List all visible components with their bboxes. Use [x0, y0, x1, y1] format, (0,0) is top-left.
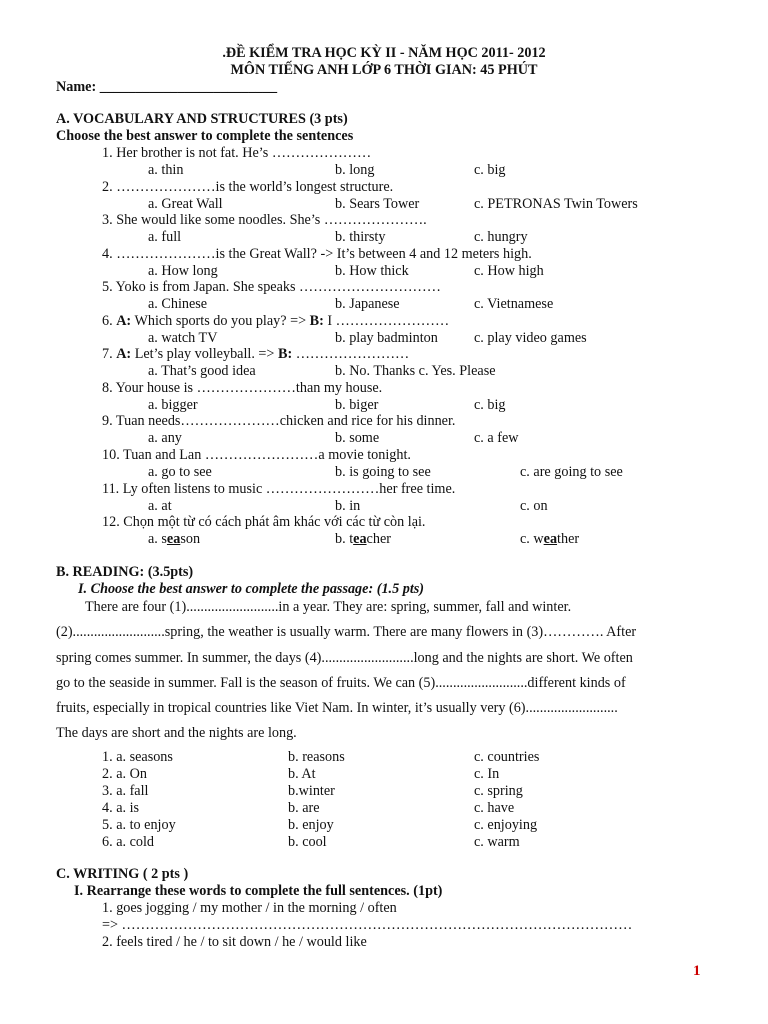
passage-line: There are four (1)..........................in a year. They are: spring, summer, fall and winter.: [85, 599, 572, 615]
reading-option: b. enjoy: [288, 817, 334, 833]
writing-item: => ………………………………………………………………………………………………: [102, 917, 633, 933]
writing-item: 1. goes jogging / my mother / in the morning / often: [102, 900, 397, 916]
option-c: c. play video games: [474, 330, 587, 346]
exam-title: .ĐỀ KIỂM TRA HỌC KỲ II - NĂM HỌC 2011- 2012: [222, 45, 546, 61]
option-b: b. is going to see: [335, 464, 431, 480]
question-9: 9. Tuan needs…………………chicken and rice for his dinner.: [102, 413, 456, 429]
option-c: c. big: [474, 397, 506, 413]
option-c: c. PETRONAS Twin Towers: [474, 196, 638, 212]
passage-line: (2)..........................spring, the weather is usually warm. There are many flowers in (3)…………. After: [56, 624, 637, 640]
section-a-instruction: Choose the best answer to complete the sentences: [56, 128, 354, 144]
question-11: 11. Ly often listens to music ……………………her free time.: [102, 481, 456, 497]
option-a: a. Chinese: [148, 296, 208, 312]
reading-option: b. cool: [288, 834, 327, 850]
option-a: a. Great Wall: [148, 196, 223, 212]
option-a: a. thin: [148, 162, 184, 178]
question-2: 2. …………………is the world’s longest structure.: [102, 179, 394, 195]
question-text: I ……………………: [323, 313, 450, 329]
question-text: 7.: [102, 346, 117, 362]
reading-option: c. warm: [474, 834, 520, 850]
option-b: b. in: [335, 498, 361, 514]
option-c: c. hungry: [474, 229, 528, 245]
option-b: [335, 531, 391, 548]
speaker-a-label: A:: [116, 313, 132, 329]
option-a: a. full: [148, 229, 182, 245]
option-text: cher: [366, 531, 391, 547]
option-b: b. No. Thanks c. Yes. Please: [335, 363, 496, 379]
underlined-sound: ea: [353, 531, 367, 547]
question-10: 10. Tuan and Lan ……………………a movie tonight.: [102, 447, 411, 463]
option-a: a. bigger: [148, 397, 198, 413]
question-7: [102, 346, 409, 363]
option-b: b. long: [335, 162, 375, 178]
question-12: 12. Chọn một từ có cách phát âm khác với các từ còn lại.: [102, 514, 426, 530]
underlined-sound: ea: [166, 531, 181, 547]
option-b: b. Japanese: [335, 296, 400, 312]
option-c: c. a few: [474, 430, 519, 446]
reading-option: b. At: [288, 766, 316, 782]
reading-option: b.winter: [288, 783, 335, 799]
option-b: b. Sears Tower: [335, 196, 420, 212]
option-b: b. thirsty: [335, 229, 386, 245]
speaker-b-label: B:: [278, 346, 293, 362]
exam-subtitle: MÔN TIẾNG ANH LỚP 6 THỜI GIAN: 45 PHÚT: [230, 62, 538, 78]
option-a: a. go to see: [148, 464, 212, 480]
option-a: a. any: [148, 430, 182, 446]
section-c-subtitle: I. Rearrange these words to complete the full sentences. (1pt): [74, 883, 443, 899]
passage-line: go to the seaside in summer. Fall is the season of fruits. We can (5)..........................different kinds of: [56, 675, 626, 691]
reading-option: b. are: [288, 800, 320, 816]
option-text: b. t: [335, 531, 354, 547]
reading-option: c. countries: [474, 749, 540, 765]
reading-option: 2. a. On: [102, 766, 147, 782]
option-a: a. at: [148, 498, 172, 514]
reading-option: 3. a. fall: [102, 783, 149, 799]
reading-option: c. spring: [474, 783, 523, 799]
question-text: ……………………: [292, 346, 410, 362]
reading-option: 6. a. cold: [102, 834, 155, 850]
question-5: 5. Yoko is from Japan. She speaks …………………………: [102, 279, 441, 295]
passage-line: spring comes summer. In summer, the days (4)..........................long and the nights are short. We often: [56, 650, 633, 666]
option-a: a. How long: [148, 263, 218, 279]
option-c: c. are going to see: [520, 464, 623, 480]
option-b: b. biger: [335, 397, 379, 413]
passage-line: The days are short and the nights are long.: [56, 725, 297, 741]
option-c: c. How high: [474, 263, 544, 279]
question-4: 4. …………………is the Great Wall? -> It’s between 4 and 12 meters high.: [102, 246, 532, 262]
option-text: ther: [557, 531, 580, 547]
option-a: a. That’s good idea: [148, 363, 256, 379]
name-blank: _________________________: [99, 79, 278, 95]
reading-option: c. have: [474, 800, 515, 816]
option-b: b. play badminton: [335, 330, 438, 346]
speaker-b-label: B:: [309, 313, 324, 329]
question-6: [102, 313, 449, 330]
reading-option: c. In: [474, 766, 500, 782]
question-8: 8. Your house is …………………than my house.: [102, 380, 383, 396]
writing-item: 2. feels tired / he / to sit down / he / would like: [102, 934, 367, 950]
option-text: son: [180, 531, 201, 547]
name-label: Name:: [56, 79, 100, 95]
section-b-title: B. READING: (3.5pts): [56, 564, 194, 580]
option-c: c. on: [520, 498, 548, 514]
option-b: b. some: [335, 430, 380, 446]
option-b: b. How thick: [335, 263, 409, 279]
section-a-title: A. VOCABULARY AND STRUCTURES (3 pts): [56, 111, 348, 127]
speaker-a-label: A:: [116, 346, 132, 362]
reading-option: 1. a. seasons: [102, 749, 173, 765]
option-a: a. watch TV: [148, 330, 218, 346]
option-c: c. Vietnamese: [474, 296, 554, 312]
option-text: a. s: [148, 531, 167, 547]
reading-option: c. enjoying: [474, 817, 538, 833]
passage-line: fruits, especially in tropical countries like Viet Nam. In winter, it’s usually very (6)..........................: [56, 700, 618, 716]
question-1: 1. Her brother is not fat. He’s …………………: [102, 145, 372, 161]
question-3: 3. She would like some noodles. She’s ………………….: [102, 212, 427, 228]
name-field: [56, 79, 277, 96]
option-c: c. big: [474, 162, 506, 178]
page-number: 1: [693, 963, 701, 979]
option-c: [520, 531, 579, 548]
section-c-title: C. WRITING ( 2 pts ): [56, 866, 189, 882]
reading-option: 4. a. is: [102, 800, 140, 816]
option-text: c. w: [520, 531, 544, 547]
underlined-sound: ea: [543, 531, 558, 547]
question-text: Let’s play volleyball. =>: [131, 346, 278, 362]
reading-option: b. reasons: [288, 749, 345, 765]
question-text: 6.: [102, 313, 117, 329]
section-b-subtitle: I. Choose the best answer to complete the passage: (1.5 pts): [78, 581, 425, 597]
option-a: [148, 531, 200, 548]
reading-option: 5. a. to enjoy: [102, 817, 176, 833]
question-text: Which sports do you play? =>: [131, 313, 310, 329]
